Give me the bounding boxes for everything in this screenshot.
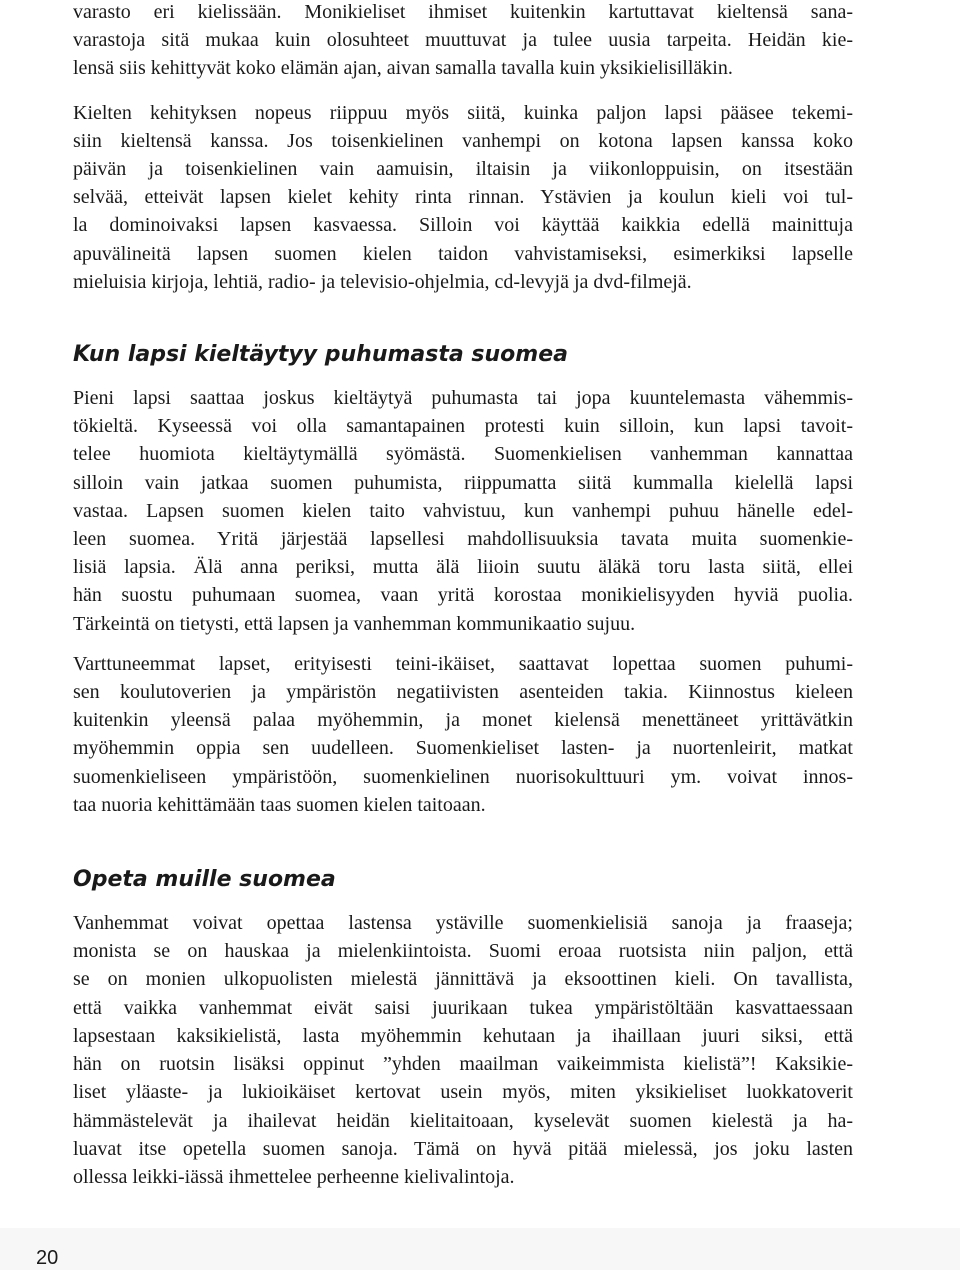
text-line: myöhemmin oppia sen uudelleen. Suomenkieliset lasten- ja nuortenleirit, matkat <box>73 737 853 760</box>
text-line: apuvälineitä lapsen suomen kielen taidon vahvistamiseksi, esimerkiksi lapselle <box>73 242 853 265</box>
paragraph <box>73 99 853 296</box>
text-line: mieluisia kirjoja, lehtiä, radio- ja televisio-ohjelmia, cd-levyjä ja dvd-filmejä. <box>73 270 692 293</box>
text-line: lensä siis kehittyvät koko elämän ajan, aivan samalla tavalla kuin yksikielisilläkin. <box>73 57 733 80</box>
text-line: varastoja sitä mukaa kuin olosuhteet muuttuvat ja tulee uusia tarpeita. Heidän kie- <box>73 29 853 52</box>
page-number: 20 <box>36 1247 59 1269</box>
text-line: taa nuoria kehittämään taas suomen kielen taitoaan. <box>73 793 486 816</box>
text-line: ollessa leikki-iässä ihmettelee perheenne kielivalintoja. <box>73 1165 515 1188</box>
text-line: sen koulutoverien ja ympäristön negatiivisten asenteiden takia. Kiinnostus kieleen <box>73 681 853 704</box>
text-line: kuitenkin yleensä palaa myöhemmin, ja monet kielensä menettäneet yrittävätkin <box>73 709 853 732</box>
text-line: selvää, etteivät lapsen kielet kehity rinta rinnan. Ystävien ja koulun kieli voi tul- <box>73 186 853 209</box>
text-line: lisiä lapsia. Älä anna periksi, mutta älä liioin suutu äläkä toru lasta siitä, ellei <box>73 556 853 579</box>
text-line: hämmästelevät ja ihailevat heidän kielitaitoaan, kyselevät suomen kielestä ja ha- <box>73 1109 853 1132</box>
text-line: silloin vain jatkaa suomen puhumista, riippumatta siitä kummalla kielellä lapsi <box>73 471 853 494</box>
text-line: vastaa. Lapsen suomen kielen taito vahvistuu, kun vanhempi puhuu hänelle edel- <box>73 499 853 522</box>
text-line: leen suomea. Yritä järjestää lapsellesi mahdollisuuksia tavata muita suomenkie- <box>73 528 853 551</box>
paragraph <box>73 384 853 638</box>
text-line: se on monien ulkopuolisten mielestä jännittävä ja eksoottinen kieli. On tavallista, <box>73 968 853 991</box>
text-line: Vanhemmat voivat opettaa lastensa ystäville suomenkielisiä sanoja ja fraaseja; <box>73 912 853 935</box>
text-line: tökieltä. Kyseessä voi olla samantapainen protesti kuin silloin, kun lapsi tavoit- <box>73 415 853 438</box>
text-line: Tärkeintä on tietysti, että lapsen ja vanhemman kommunikaatio sujuu. <box>73 612 636 635</box>
page-footer <box>0 1228 960 1270</box>
text-line: monista se on hauskaa ja mielenkiintoista. Suomi eroaa ruotsista niin paljon, että <box>73 940 853 963</box>
text-line: la dominoivaksi lapsen kasvaessa. Silloin voi käyttää kaikkia edellä mainittuja <box>73 214 853 237</box>
text-line: päivän ja toisenkielinen vain aamuisin, iltaisin ja viikonloppuisin, on itsestään <box>73 158 853 181</box>
text-line: varasto eri kielissään. Monikieliset ihmiset kuitenkin kartuttavat kieltensä sana- <box>73 1 853 23</box>
text-line: hän on ruotsin lisäksi oppinut ”yhden maailman vaikeimmista kielistä”! Kaksikie- <box>73 1053 853 1076</box>
text-line: lapsestaan kaksikielistä, lasta myöhemmin kehutaan ja ihaillaan juuri siksi, että <box>73 1024 853 1047</box>
text-line: että vaikka vanhemmat eivät saisi juurikaan tukea ympäristöltään kasvattaessaan <box>73 996 853 1019</box>
section-heading: Kun lapsi kieltäytyy puhumasta suomea <box>73 342 568 368</box>
text-line: Pieni lapsi saattaa joskus kieltäytyä puhumasta tai jopa kuuntelemasta vähemmis- <box>73 387 853 410</box>
text-line: hän suostu puhumaan suomea, vaan yritä korostaa monikielisyyden hyviä puolia. <box>73 584 853 607</box>
text-line: telee huomiota kieltäytymällä syömästä. Suomenkielisen vanhemman kannattaa <box>73 443 853 466</box>
paragraph <box>73 0 853 83</box>
paragraph <box>73 650 853 819</box>
paragraph <box>73 909 853 1191</box>
text-line: suomenkieliseen ympäristöön, suomenkielinen nuorisokulttuuri ym. voivat innos- <box>73 765 853 788</box>
text-line: Varttuneemmat lapset, erityisesti teini-ikäiset, saattavat lopettaa suomen puhumi- <box>73 652 853 675</box>
text-line: liset yläaste- ja lukioikäiset kertovat usein myös, miten yksikieliset luokkatoverit <box>73 1081 853 1104</box>
section-heading: Opeta muille suomea <box>73 867 336 893</box>
text-line: luavat itse opetella suomen sanoja. Tämä on hyvä pitää mielessä, jos joku lasten <box>73 1137 853 1160</box>
page-content <box>73 0 853 1191</box>
text-line: siin kieltensä kanssa. Jos toisenkielinen vanhempi on kotona lapsen kanssa koko <box>73 129 853 152</box>
text-line: Kielten kehityksen nopeus riippuu myös siitä, kuinka paljon lapsi pääsee tekemi- <box>73 101 853 124</box>
